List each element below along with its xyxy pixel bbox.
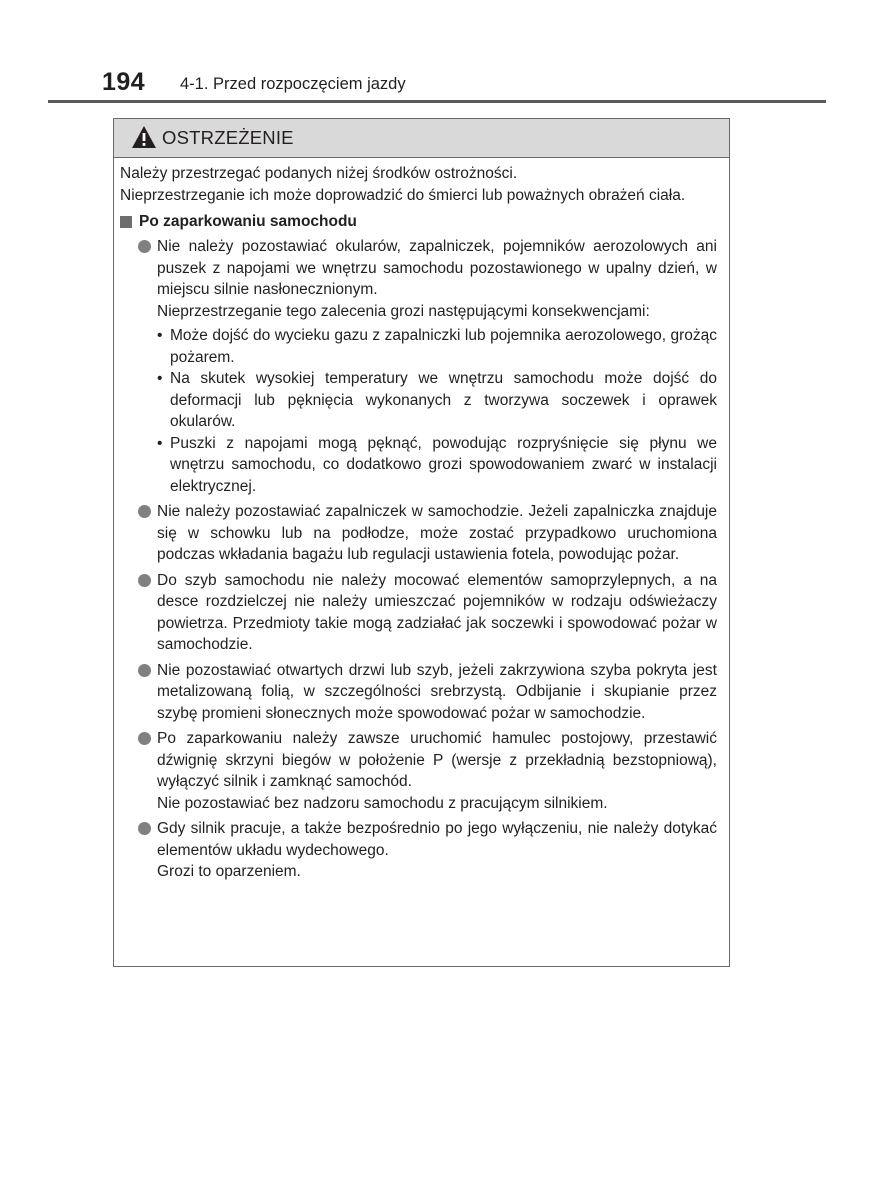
- list-item-followup: Nie pozostawiać bez nadzoru samochodu z pracującym silnikiem.: [157, 794, 608, 812]
- list-item-text: Nie pozostawiać otwartych drzwi lub szyb, jeżeli zakrzywiona szyba pokryta jest metalizowaną folią, w szczególności srebrzystą. Odbijanie i skupianie przez szybę promieni słonecznych może spowodować pożar w samochodzie.: [157, 661, 717, 722]
- sub-list-item-text: Może dojść do wycieku gazu z zapalniczki lub pojemnika aerozolowego, grożąc pożarem.: [170, 327, 717, 366]
- list-item-followup: Nieprzestrzeganie tego zalecenia grozi następującymi konsekwencjami:: [157, 302, 650, 320]
- list-item: [114, 728, 717, 814]
- list-item: [114, 236, 717, 497]
- warning-body: [114, 163, 729, 887]
- warning-box: [113, 118, 730, 967]
- list-item: [114, 818, 717, 883]
- list-item: [114, 660, 717, 725]
- list-item-text: Gdy silnik pracuje, a także bezpośrednio po jego wyłączeniu, nie należy dotykać elementów układu wydechowego.: [157, 820, 717, 859]
- warning-header: [114, 119, 729, 158]
- list-item-text: Do szyb samochodu nie należy mocować elementów samoprzylepnych, a na desce rozdzielczej nie należy umieszczać pojemników w rodzaju odświeżaczy powietrza. Przedmioty takie mogą zadziałać jak soczewki i spowodować pożar w samochodzie.: [157, 571, 717, 653]
- warning-intro: [120, 163, 720, 206]
- section-heading-text: Po zaparkowaniu samochodu: [139, 213, 357, 230]
- warning-list: [114, 236, 729, 883]
- small-dot-bullet-icon: •: [157, 434, 163, 452]
- page-number: 194: [102, 68, 146, 96]
- section-heading: [120, 210, 729, 234]
- intro-line-1: Należy przestrzegać podanych niżej środków ostrożności.: [120, 165, 518, 182]
- sub-list-item: [157, 368, 717, 433]
- warning-title: OSTRZEŻENIE: [162, 127, 294, 148]
- circle-bullet-icon: [138, 240, 151, 253]
- warning-triangle-icon: [131, 125, 157, 149]
- consequence-list: [157, 325, 717, 497]
- square-bullet-icon: [120, 216, 132, 228]
- section-title: 4-1. Przed rozpoczęciem jazdy: [180, 75, 406, 93]
- list-item: [114, 501, 717, 566]
- list-item-text: Nie należy pozostawiać okularów, zapalniczek, pojemników aerozolowych ani puszek z napojami we wnętrzu samochodu pozostawionego w upalny dzień, w miejscu silnie nasłonecznionym.: [157, 238, 717, 298]
- circle-bullet-icon: [138, 574, 151, 587]
- intro-line-2: Nieprzestrzeganie ich może doprowadzić do śmierci lub poważnych obrażeń ciała.: [120, 186, 686, 204]
- sub-list-item: [157, 433, 717, 498]
- sub-list-item-text: Puszki z napojami mogą pęknąć, powodując rozpryśnięcie się płynu we wnętrzu samochodu, co dodatkowo grozi spowodowaniem zwarć w instalacji elektrycznej.: [170, 434, 717, 495]
- page-header: [0, 0, 880, 104]
- circle-bullet-icon: [138, 505, 151, 518]
- list-item-text: Nie należy pozostawiać zapalniczek w samochodzie. Jeżeli zapalniczka znajduje się w schowku lub na podłodze, może zostać przypadkowo uruchomiona podczas wkładania bagażu lub regulacji ustawienia fotela, powodując pożar.: [157, 503, 717, 563]
- small-dot-bullet-icon: •: [157, 327, 163, 344]
- circle-bullet-icon: [138, 822, 151, 835]
- list-item-followup: Grozi to oparzeniem.: [157, 863, 301, 880]
- list-item-text: Po zaparkowaniu należy zawsze uruchomić hamulec postojowy, przestawić dźwignię skrzyni biegów w położenie P (wersje z przekładnią bezstopniową), wyłączyć silnik i zamknąć samochód.: [157, 730, 717, 790]
- circle-bullet-icon: [138, 732, 151, 745]
- header-rule: [48, 100, 826, 103]
- small-dot-bullet-icon: •: [157, 370, 163, 387]
- list-item: [114, 570, 717, 656]
- sub-list-item-text: Na skutek wysokiej temperatury we wnętrzu samochodu może dojść do deformacji lub pęknięcia wykonanych z tworzywa soczewek i oprawek okularów.: [170, 370, 717, 430]
- sub-list-item: [157, 325, 717, 368]
- circle-bullet-icon: [138, 664, 151, 677]
